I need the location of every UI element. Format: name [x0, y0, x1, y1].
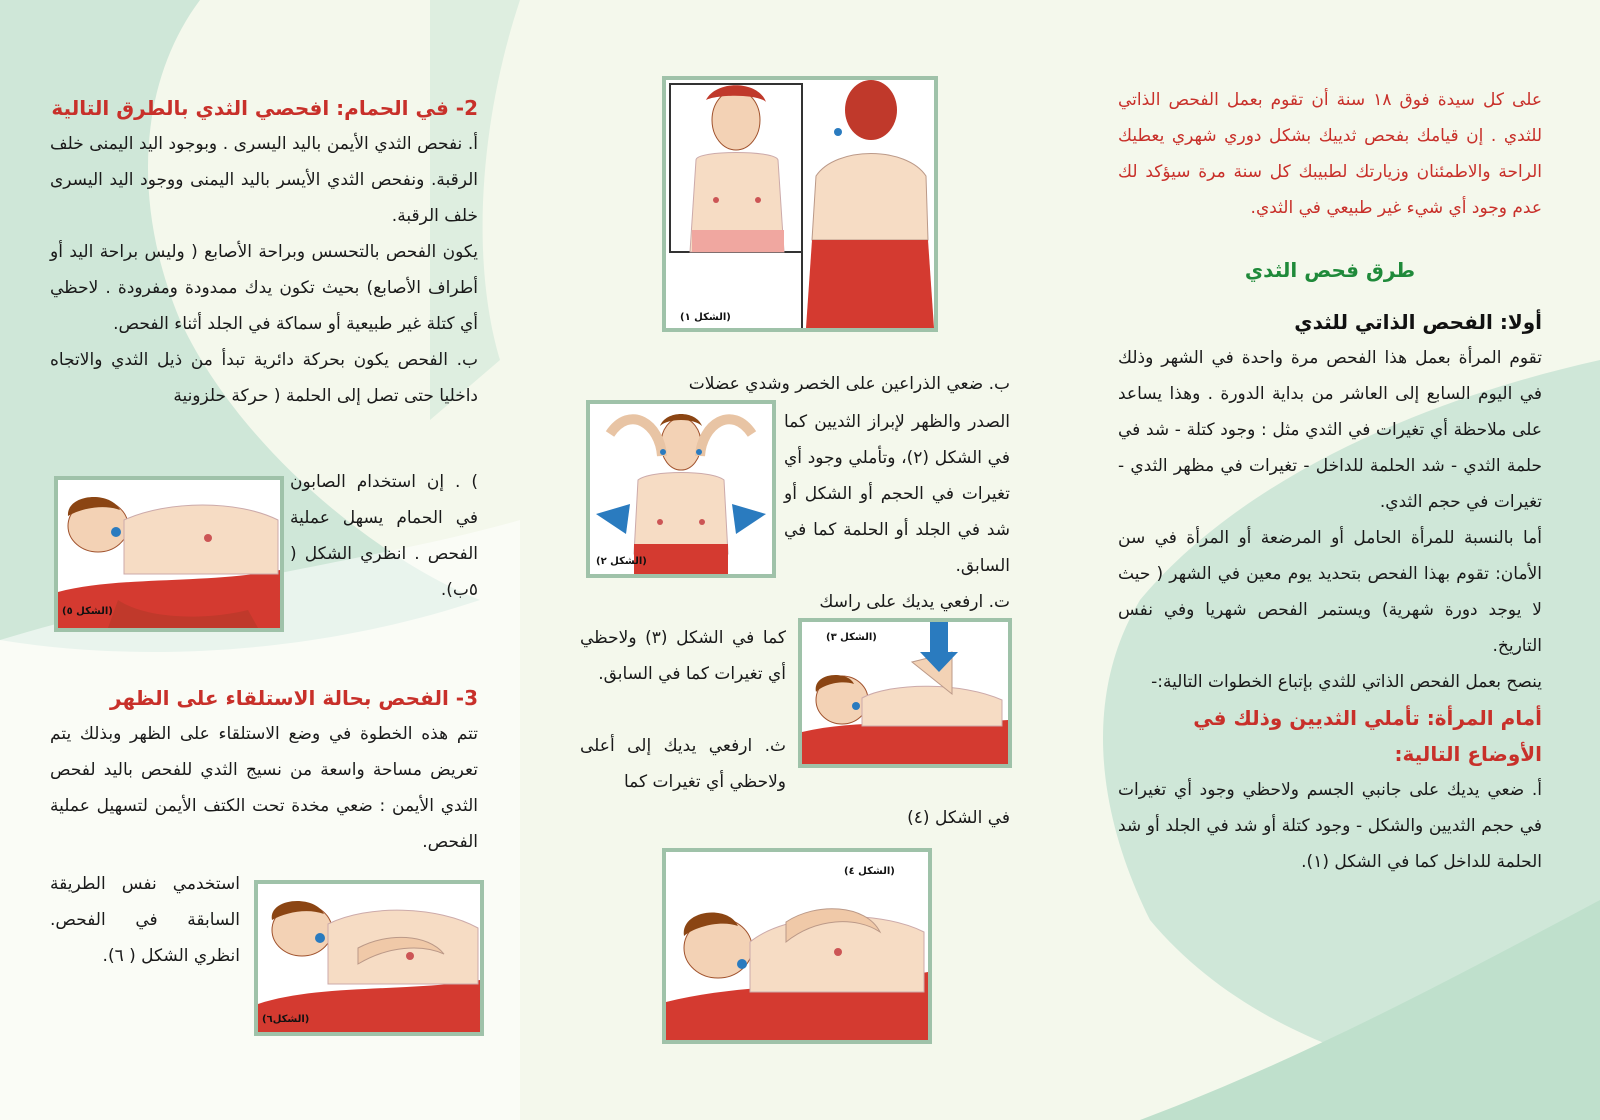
middle-step-b-top: ب. ضعي الذراعين على الخصر وشدي عضلات — [688, 374, 1010, 394]
self-exam-heading: أولا: الفحص الذاتي للثدي — [1294, 310, 1542, 334]
section-title: طرق فحص الثدي — [1244, 258, 1416, 282]
middle-step-th: ث. ارفعي يديك إلى أعلى ولاحظي أي تغيرات كما — [580, 736, 786, 792]
figure-1-caption: (الشكل ١) — [680, 312, 731, 323]
middle-step-t-wrap: كما في الشكل (٣) ولاحظي أي تغيرات كما في السابق. — [580, 628, 786, 684]
figure-2-caption: (الشكل ٢) — [596, 556, 647, 567]
left-column-bottom — [50, 680, 478, 860]
intro-paragraph: على كل سيدة فوق ١٨ سنة أن تقوم بعمل الفحص الذاتي للثدي . إن قيامك بفحص ثدييك بشكل دوري شهري يعطيك الراحة والاطمئنان وزيارتك لطبيبك كل سنة مرة سيؤكد لك عدم وجود أي شيء غير طبيعي في الثدي. — [1118, 90, 1542, 218]
figure-4-reference: في الشكل (٤) — [907, 808, 1010, 828]
middle-step-b-wrap: الصدر والظهر لإبراز الثديين كما في الشكل (٢)، وتأملي وجود أي تغيرات في الحجم أو الشكل أو شد في الجلد أو الحلمة كما في السابق. — [784, 412, 1010, 576]
bath-step-b-wrap: ) . إن استخدام الصابون في الحمام يسهل عملية الفحص . انظري الشكل ( ٥ب). — [290, 472, 478, 600]
middle-step-t: ت. ارفعي يديك على راسك — [819, 592, 1010, 612]
figure-6 — [254, 880, 484, 1036]
figure-2 — [586, 400, 776, 578]
figure-4 — [662, 848, 932, 1044]
supine-wrap: استخدمي نفس الطريقة السابقة في الفحص. انظري الشكل ( ٦). — [50, 874, 240, 966]
bath-heading: 2- في الحمام: افحصي الثدي بالطرق التالية — [51, 96, 478, 120]
palpation-paragraph: يكون الفحص بالتحسس وبراحة الأصابع ( وليس براحة اليد أو أطراف الأصابع) بحيث تكون يدك ممدودة ومفرودة . لاحظي أي كتلة غير طبيعية أو سماكة في الجلد أثناء الفحص. — [50, 242, 478, 334]
figure-1 — [662, 76, 938, 332]
left-column-top — [50, 90, 478, 414]
self-exam-paragraph-3: ينصح بعمل الفحص الذاتي للثدي بإتباع الخطوات التالية:- — [1151, 672, 1542, 692]
self-exam-paragraph-2: أما بالنسبة للمرأة الحامل أو المرضعة أو المرأة في سن الأمان: تقوم بهذا الفحص بتحديد يوم معين في الشهر ( حيث لا يوجد دورة شهرية) ويستمر الفحص شهريا وفي نفس التاريخ. — [1118, 528, 1542, 656]
figure-5-caption: (الشكل ٥) — [62, 606, 113, 617]
mirror-heading: أمام المرأة: تأملي الثديين وذلك في الأوضاع التالية: — [1193, 706, 1542, 766]
bath-step-b: ب. الفحص يكون بحركة دائرية تبدأ من ذيل الثدي والاتجاه داخليا حتى تصل إلى الحلمة ( حركة حلزونية — [50, 350, 478, 406]
bath-step-a: أ. نفحص الثدي الأيمن باليد اليسرى . وبوجود اليد اليمنى خلف الرقبة. ونفحص الثدي الأيسر باليد اليمنى ووجود اليد اليسرى خلف الرقبة. — [50, 134, 478, 226]
supine-heading: 3- الفحص بحالة الاستلقاء على الظهر — [110, 686, 478, 710]
figure-3-caption: (الشكل ٣) — [826, 632, 877, 643]
supine-paragraph: تتم هذه الخطوة في وضع الاستلقاء على الظهر وبذلك يتم تعريض مساحة واسعة من نسيج الثدي للفحص باليد لفحص الثدي الأيمن : ضعي مخدة تحت الكتف الأيمن لتسهيل عملية الفحص. — [50, 724, 478, 852]
figure-4-caption: (الشكل ٤) — [844, 866, 895, 877]
mirror-step-a: أ. ضعي يديك على جانبي الجسم ولاحظي وجود أي تغيرات في حجم الثديين والشكل - وجود كتلة أو شد في الجلد أو شد الحلمة للداخل كما في الشكل (١). — [1118, 780, 1542, 872]
figure-6-caption: (الشكل٦) — [262, 1014, 310, 1025]
self-exam-paragraph-1: تقوم المرأة بعمل هذا الفحص مرة واحدة في الشهر وذلك في اليوم السابع إلى العاشر من بداية الدورة . وهذا يساعد على ملاحظة أي تغيرات في الثدي مثل : وجود كتلة - شد في حلمة الثدي - شد الحلمة للداخل - تغيرات في مظهر الثدي - تغيرات في حجم الثدي. — [1118, 348, 1542, 512]
right-column — [1118, 82, 1542, 880]
